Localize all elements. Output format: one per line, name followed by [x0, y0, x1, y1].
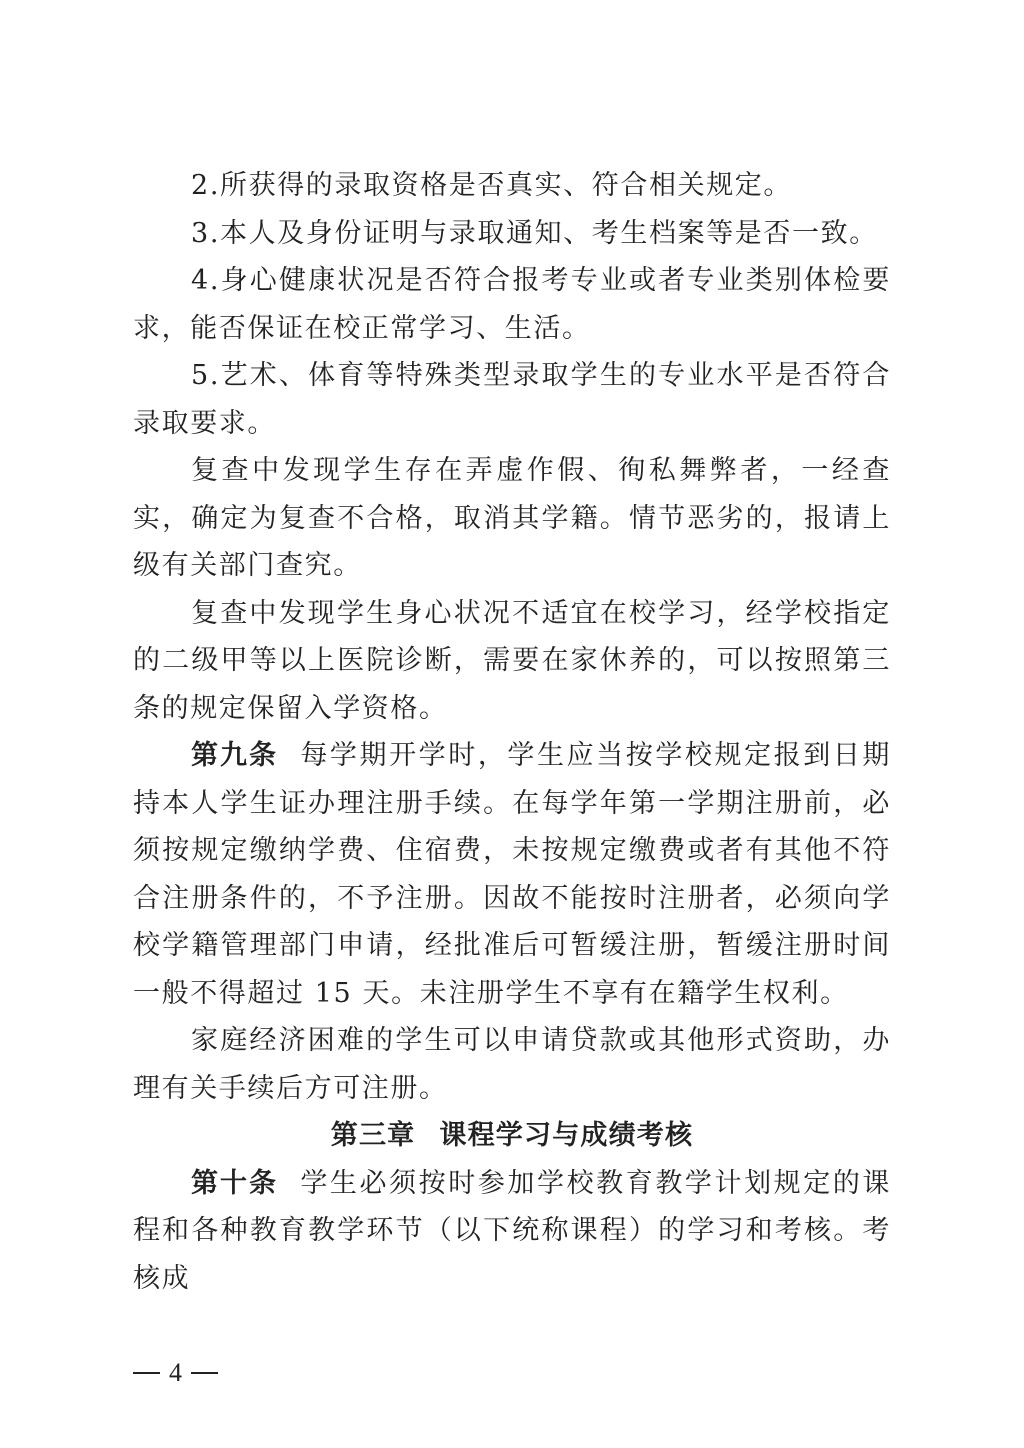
paragraph-health-clause: 复查中发现学生身心状况不适宜在校学习，经学校指定的二级甲等以上医院诊断，需要在家休养的，可以按照第三条的规定保留入学资格。 — [133, 597, 891, 724]
page-number-dash-left — [133, 1372, 160, 1374]
paragraph-item-4: 4.身心健康状况是否符合报考专业或者专业类别体检要求，能否保证在校正常学习、生活。 — [133, 265, 891, 344]
article-9 — [133, 732, 891, 1017]
paragraph-financial-aid: 家庭经济困难的学生可以申请贷款或其他形式资助，办理有关手续后方可注册。 — [133, 1025, 891, 1104]
article-10-text: 学生必须按时参加学校教育教学计划规定的课程和各种教育教学环节（以下统称课程）的学习和考核。考核成 — [133, 1167, 892, 1294]
paragraph-fraud-clause: 复查中发现学生存在弄虚作假、徇私舞弊者，一经查实，确定为复查不合格，取消其学籍。情节恶劣的，报请上级有关部门查究。 — [133, 455, 891, 581]
article-10 — [133, 1160, 891, 1303]
paragraph-item-3: 3.本人及身份证明与录取通知、考生档案等是否一致。 — [191, 217, 878, 249]
article-9-heading: 第九条 — [191, 740, 278, 771]
article-10-heading: 第十条 — [191, 1167, 278, 1199]
paragraph-item-5: 5.艺术、体育等特殊类型录取学生的专业水平是否符合录取要求。 — [133, 360, 891, 439]
page-number-footer — [133, 1356, 227, 1390]
chapter-heading — [133, 1112, 891, 1160]
document-body — [133, 162, 891, 1302]
page-number-dash-right — [191, 1372, 218, 1374]
paragraph-item-2: 2.所获得的录取资格是否真实、符合相关规定。 — [191, 170, 793, 201]
article-9-text: 每学期开学时，学生应当按学校规定报到日期持本人学生证办理注册手续。在每学年第一学期注册前，必须按规定缴纳学费、住宿费，未按规定缴费或者有其他不符合注册条件的，不予注册。因故不能按时注册者，必须向学校学籍管理部门申请，经批准后可暂缓注册，暂缓注册时间一般不得超过 15 天。未注册学生不享有在籍学生权利。 — [133, 740, 892, 1009]
chapter-number: 第三章 — [330, 1120, 416, 1151]
page-number: 4 — [169, 1358, 182, 1387]
chapter-title: 课程学习与成绩考核 — [439, 1120, 694, 1151]
